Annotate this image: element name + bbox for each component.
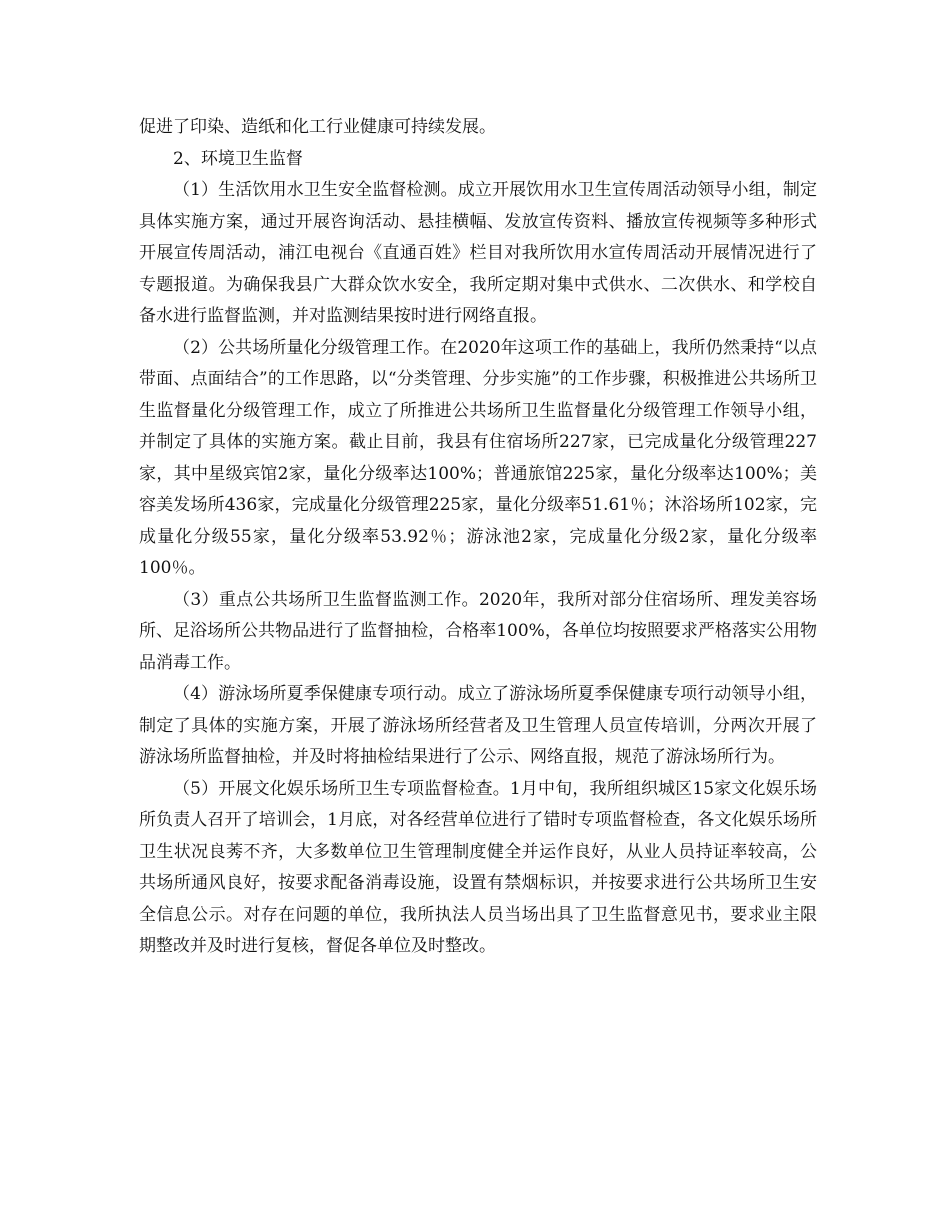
paragraph-quantified-grading: （2）公共场所量化分级管理工作。在2020年这项工作的基础上，我所仍然秉持“以点带面、点面结合”的工作思路，以“分类管理、分步实施”的工作步骤，积极推进公共场所卫生监督量化分级管理工作，成立了所推进公共场所卫生监督量化分级管理工作领导小组，并制定了具体的实施方案。截止目前，我县有住宿场所227家，已完成量化分级管理227家，其中星级宾馆2家，量化分级率达100%；普通旅馆225家，量化分级率达100%；美容美发场所436家，完成量化分级管理225家，量化分级率51.61％；沐浴场所102家，完成量化分级55家，量化分级率53.92％；游泳池2家，完成量化分级2家，量化分级率100％。 — [139, 337, 817, 578]
paragraph-entertainment-venues: （5）开展文化娱乐场所卫生专项监督检查。1月中旬，我所组织城区15家文化娱乐场所负责人召开了培训会，1月底，对各经营单位进行了错时专项监督检查，各文化娱乐场所卫生状况良莠不齐，大多数单位卫生管理制度健全并运作良好，从业人员持证率较高，公共场所通风良好，按要求配备消毒设施，设置有禁烟标识，并按要求进行公共场所卫生安全信息公示。对存在问题的单位，我所执法人员当场出具了卫生监督意见书，要求业主限期整改并及时进行复核，督促各单位及时整改。 — [139, 778, 817, 956]
paragraph-key-public-places: （3）重点公共场所卫生监督监测工作。2020年，我所对部分住宿场所、理发美容场所、足浴场所公共物品进行了监督抽检，合格率100%，各单位均按照要求严格落实公用物品消毒工作。 — [139, 589, 817, 673]
paragraph-continuation: 促进了印染、造纸和化工行业健康可持续发展。 — [139, 117, 496, 137]
paragraph-drinking-water: （1）生活饮用水卫生安全监督检测。成立开展饮用水卫生宣传周活动领导小组，制定具体实施方案，通过开展咨询活动、悬挂横幅、发放宣传资料、播放宣传视频等多种形式开展宣传周活动，浦江电视台《直通百姓》栏目对我所饮用水宣传周活动开展情况进行了专题报道。为确保我县广大群众饮水安全，我所定期对集中式供水、二次供水、和学校自备水进行监督监测，并对监测结果按时进行网络直报。 — [139, 180, 817, 326]
paragraph-swimming-venues: （4）游泳场所夏季保健康专项行动。成立了游泳场所夏季保健康专项行动领导小组，制定了具体的实施方案，开展了游泳场所经营者及卫生管理人员宣传培训，分两次开展了游泳场所监督抽检，并及时将抽检结果进行了公示、网络直报，规范了游泳场所行为。 — [139, 684, 817, 767]
document-body — [139, 112, 817, 963]
section-heading: 2、环境卫生监督 — [173, 148, 303, 169]
